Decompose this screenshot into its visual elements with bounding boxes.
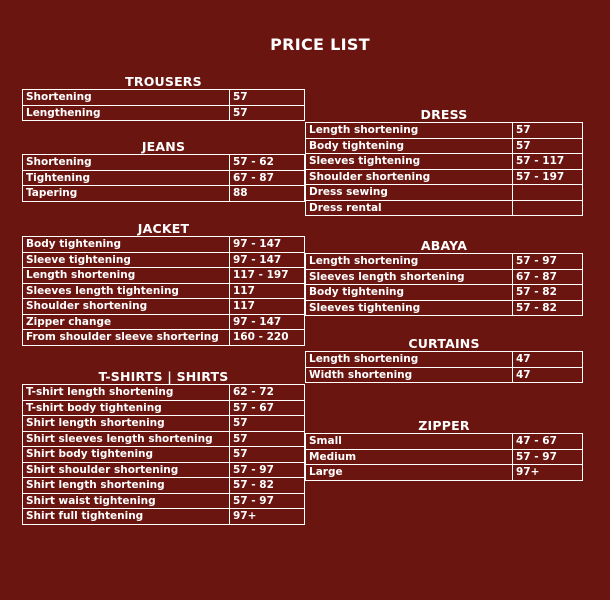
service-name: Width shortening [306,367,513,383]
service-price: 57 - 97 [230,493,305,509]
service-name: Shirt length shortening [23,478,230,494]
price-row [23,283,305,299]
service-name: Large [306,465,513,481]
service-price: 97 - 147 [230,314,305,330]
service-price: 67 - 87 [513,269,583,285]
price-row [23,493,305,509]
price-row [306,465,583,481]
price-row [23,237,305,253]
price-row [306,449,583,465]
section-jeans [22,139,305,202]
price-row [23,299,305,315]
service-name: Sleeves tightening [306,300,513,316]
price-row [23,447,305,463]
service-price: 117 [230,299,305,315]
service-price: 57 - 82 [513,300,583,316]
price-row [306,434,583,450]
service-name: Shirt shoulder shortening [23,462,230,478]
service-price [513,200,583,216]
service-name: Body tightening [306,285,513,301]
service-name: Body tightening [306,138,513,154]
section-title: CURTAINS [408,336,480,351]
service-name: T-shirt length shortening [23,385,230,401]
price-row [23,431,305,447]
section-zipper [305,418,583,481]
service-name: Length shortening [306,352,513,368]
service-name: Sleeves length tightening [23,283,230,299]
section-curtains [305,336,583,383]
service-name: Shirt waist tightening [23,493,230,509]
service-name: Shortening [23,155,230,171]
price-row [23,400,305,416]
service-name: Sleeves tightening [306,154,513,170]
service-name: Zipper change [23,314,230,330]
service-name: Length shortening [306,123,513,139]
service-price: 57 [513,123,583,139]
service-price: 57 - 82 [230,478,305,494]
price-table [22,154,305,202]
service-name: Shoulder shortening [306,169,513,185]
section-title: ZIPPER [418,418,470,433]
price-row [23,170,305,186]
service-price: 57 - 117 [513,154,583,170]
service-price [513,185,583,201]
service-price: 57 [513,138,583,154]
service-price: 57 - 97 [513,449,583,465]
service-price: 47 - 67 [513,434,583,450]
page-title: PRICE LIST [270,35,370,54]
service-price: 57 [230,416,305,432]
service-price: 57 [230,105,305,121]
service-price: 97 - 147 [230,252,305,268]
price-row [23,509,305,525]
price-row [306,123,583,139]
service-price: 57 - 97 [230,462,305,478]
service-name: Dress rental [306,200,513,216]
price-table [305,122,583,216]
service-price: 57 - 67 [230,400,305,416]
price-row [306,154,583,170]
service-price: 62 - 72 [230,385,305,401]
price-row [306,254,583,270]
service-name: Dress sewing [306,185,513,201]
service-name: Shortening [23,90,230,106]
service-price: 67 - 87 [230,170,305,186]
price-row [306,138,583,154]
service-price: 88 [230,186,305,202]
price-table [305,433,583,481]
service-name: Shoulder shortening [23,299,230,315]
price-row [23,268,305,284]
service-name: Lengthening [23,105,230,121]
section-title: JACKET [137,221,190,236]
service-name: Sleeve tightening [23,252,230,268]
service-price: 57 - 197 [513,169,583,185]
section-abaya [305,238,583,316]
service-price: 57 [230,90,305,106]
price-row [23,90,305,106]
section-dress [305,107,583,216]
service-price: 57 - 62 [230,155,305,171]
service-price: 47 [513,352,583,368]
section-title: ABAYA [420,238,468,253]
price-row [306,269,583,285]
price-row [23,186,305,202]
price-row [23,314,305,330]
service-name: Length shortening [306,254,513,270]
section-title: JEANS [141,139,186,154]
service-price: 57 - 82 [513,285,583,301]
section-trousers [22,74,305,121]
service-price: 97 - 147 [230,237,305,253]
price-table [305,351,583,383]
service-price: 57 - 97 [513,254,583,270]
service-name: Tapering [23,186,230,202]
service-name: Shirt body tightening [23,447,230,463]
price-row [306,285,583,301]
service-price: 57 [230,447,305,463]
service-name: Small [306,434,513,450]
price-row [23,416,305,432]
price-row [306,352,583,368]
service-name: T-shirt body tightening [23,400,230,416]
price-row [23,385,305,401]
service-name: Shirt sleeves length shortening [23,431,230,447]
price-table [22,89,305,121]
price-row [306,367,583,383]
price-row [306,300,583,316]
price-row [23,462,305,478]
price-row [23,252,305,268]
service-name: Body tightening [23,237,230,253]
service-name: Tightening [23,170,230,186]
service-price: 47 [513,367,583,383]
price-table [22,384,305,525]
price-table [305,253,583,316]
service-name: From shoulder sleeve shortering [23,330,230,346]
service-price: 160 - 220 [230,330,305,346]
price-table [22,236,305,346]
section-tshirts-shirts [22,369,305,525]
price-row [23,155,305,171]
service-price: 117 [230,283,305,299]
service-price: 117 - 197 [230,268,305,284]
section-jacket [22,221,305,346]
price-row [306,169,583,185]
service-name: Shirt length shortening [23,416,230,432]
service-name: Sleeves length shortening [306,269,513,285]
price-row [306,200,583,216]
service-price: 97+ [230,509,305,525]
price-row [23,330,305,346]
service-name: Shirt full tightening [23,509,230,525]
service-price: 57 [230,431,305,447]
price-row [23,105,305,121]
section-title: DRESS [420,107,468,122]
section-title: T-SHIRTS | SHIRTS [98,369,229,384]
section-title: TROUSERS [125,74,202,89]
service-price: 97+ [513,465,583,481]
price-row [23,478,305,494]
service-name: Medium [306,449,513,465]
price-row [306,185,583,201]
service-name: Length shortening [23,268,230,284]
